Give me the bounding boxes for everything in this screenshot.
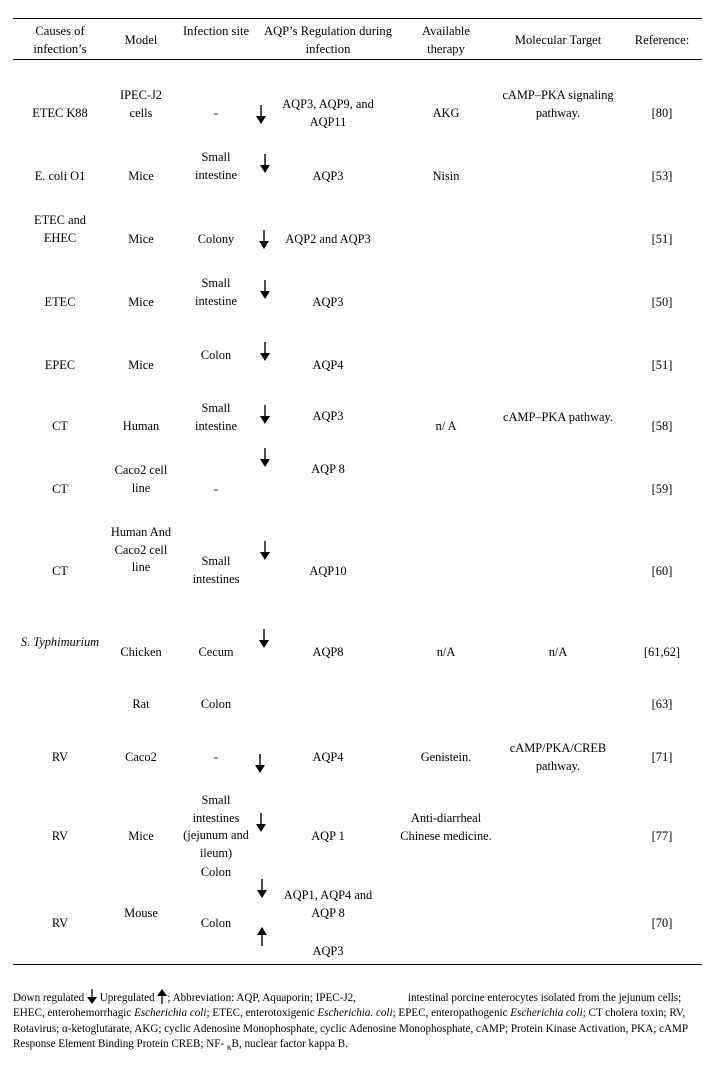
cell-site: Colony bbox=[197, 232, 235, 246]
cell-target: n/A bbox=[548, 645, 568, 659]
cell-regulation: AQP3 bbox=[312, 295, 344, 309]
cell-regulation: AQP8 bbox=[312, 645, 344, 659]
cell-site: - bbox=[213, 106, 219, 120]
cell-reference: [61,62] bbox=[643, 645, 681, 659]
header-model: Model bbox=[124, 33, 158, 47]
cell-model: Mice bbox=[128, 232, 154, 246]
cell-regulation: AQP3, AQP9, and AQP11 bbox=[282, 97, 374, 129]
cell-reference: [60] bbox=[651, 564, 673, 578]
cell-reference: [50] bbox=[651, 295, 673, 309]
cell-reference: [77] bbox=[651, 829, 673, 843]
cell-reference: [58] bbox=[651, 419, 673, 433]
cell-site: Colon bbox=[200, 697, 232, 711]
down-arrow-icon bbox=[259, 540, 271, 560]
footnote-text: ; ETEC, enterotoxigenic bbox=[206, 1007, 315, 1020]
cell-cause: S. Typhimurium bbox=[20, 635, 100, 649]
down-arrow-icon bbox=[87, 989, 97, 1004]
cell-therapy: AKG bbox=[432, 106, 460, 120]
down-arrow-icon bbox=[256, 878, 268, 898]
cell-site: Small intestines bbox=[192, 554, 240, 586]
footnote-italic: Escherichia coli bbox=[134, 1007, 207, 1020]
cell-cause: CT bbox=[52, 564, 68, 578]
cell-model: Caco2 cell line bbox=[114, 463, 168, 495]
cell-model: Caco2 bbox=[125, 750, 157, 764]
cell-cause: RV bbox=[51, 750, 69, 764]
down-arrow-icon bbox=[259, 404, 271, 424]
cell-regulation: AQP 1 bbox=[311, 829, 345, 843]
cell-cause: ETEC K88 bbox=[32, 106, 88, 120]
cell-site: Colon bbox=[200, 348, 232, 362]
cell-reference: [51] bbox=[651, 358, 673, 372]
cell-site: - bbox=[213, 482, 219, 496]
cell-cause: CT bbox=[52, 419, 68, 433]
footnote-kappa: κ bbox=[226, 1043, 232, 1054]
up-arrow-icon bbox=[256, 927, 268, 947]
cell-cause: EPEC bbox=[44, 358, 76, 372]
table-bottom-rule bbox=[13, 964, 702, 965]
cell-site: Cecum bbox=[198, 645, 234, 659]
cell-therapy: n/ A bbox=[435, 419, 457, 433]
down-arrow-icon bbox=[255, 812, 267, 832]
footnote-up-label: Upregulated bbox=[99, 992, 155, 1004]
cell-regulation: AQP3 bbox=[312, 944, 344, 958]
down-arrow-icon bbox=[259, 341, 271, 361]
cell-target: cAMP–PKA pathway. bbox=[502, 410, 614, 424]
cell-reference: [70] bbox=[651, 916, 673, 930]
cell-site: Small intestine bbox=[195, 401, 237, 433]
footnote-text: ; Abbreviation: AQP, Aquaporin; IPEC-J2, bbox=[167, 992, 356, 1004]
cell-reference: [51] bbox=[651, 232, 673, 246]
cell-target: cAMP/PKA/CREB pathway. bbox=[509, 741, 607, 773]
down-arrow-icon bbox=[259, 153, 271, 173]
cell-regulation: AQP2 and AQP3 bbox=[285, 232, 371, 246]
cell-reference: [71] bbox=[651, 750, 673, 764]
down-arrow-icon bbox=[259, 447, 271, 467]
header-bottom-rule bbox=[13, 59, 702, 60]
cell-site: Colon bbox=[200, 865, 232, 879]
cell-regulation: AQP10 bbox=[309, 564, 347, 578]
cell-therapy: Anti-diarrheal Chinese medicine. bbox=[400, 811, 492, 843]
cell-reference: [53] bbox=[651, 169, 673, 183]
cell-regulation: AQP1, AQP4 and AQP 8 bbox=[283, 888, 373, 920]
cell-site: Colon bbox=[200, 916, 232, 930]
down-arrow-icon bbox=[254, 753, 266, 773]
cell-model: Human And Caco2 cell line bbox=[110, 525, 172, 574]
cell-reference: [80] bbox=[651, 106, 673, 120]
footnote-text: intestinal porcine enterocytes isolated from the jejunum cells; EHEC, enterohemorrhagic bbox=[13, 992, 682, 1020]
cell-model: Mice bbox=[128, 295, 154, 309]
cell-therapy: Genistein. bbox=[420, 750, 472, 764]
cell-model: Mice bbox=[128, 829, 154, 843]
down-arrow-icon bbox=[259, 279, 271, 299]
table-footnote bbox=[13, 989, 705, 1056]
up-arrow-icon bbox=[157, 989, 167, 1004]
cell-model: Mouse bbox=[124, 906, 158, 920]
cell-target: cAMP–PKA signaling pathway. bbox=[502, 88, 614, 120]
table-top-rule bbox=[13, 18, 702, 19]
cell-model: Human bbox=[122, 419, 160, 433]
footnote-text: ; CT cholera toxin; RV, Rotavirus; α-ketoglutarate, AKG; cyclic Adenosine Monophosphate, cyclic Adenosine Monophosphate, cAMP; Protein Kinase Activation, PKA; cAMP Response Element Binding Protein CREB; NF- bbox=[13, 1007, 688, 1050]
cell-site: - bbox=[213, 750, 219, 764]
cell-cause: E. coli O1 bbox=[34, 169, 86, 183]
cell-therapy: Nisin bbox=[432, 169, 460, 183]
cell-site: Small intestine bbox=[195, 276, 237, 308]
cell-regulation: AQP 8 bbox=[311, 462, 345, 476]
cell-regulation: AQP4 bbox=[312, 358, 344, 372]
footnote-italic: Escherichia coli bbox=[510, 1007, 583, 1020]
header-reference: Reference: bbox=[634, 33, 690, 47]
cell-site: Small intestines (jejunum and ileum) bbox=[183, 793, 249, 860]
footnote-text: B, nuclear factor kappa B. bbox=[231, 1037, 348, 1050]
cell-reference: [59] bbox=[651, 482, 673, 496]
footnote-text: ; EPEC, enteropathogenic bbox=[392, 1007, 508, 1020]
header-regulation: AQP’s Regulation during infection bbox=[263, 24, 393, 56]
cell-model: Mice bbox=[128, 169, 154, 183]
footnote-italic: Escherichia. coli bbox=[317, 1007, 393, 1020]
cell-therapy: n/A bbox=[436, 645, 456, 659]
cell-model: Mice bbox=[128, 358, 154, 372]
cell-cause: ETEC and EHEC bbox=[34, 213, 86, 245]
header-target: Molecular Target bbox=[514, 33, 602, 47]
header-therapy: Available therapy bbox=[421, 24, 471, 56]
down-arrow-icon bbox=[258, 229, 270, 249]
cell-cause: RV bbox=[51, 916, 69, 930]
cell-model: IPEC-J2 cells bbox=[120, 88, 162, 120]
down-arrow-icon bbox=[258, 628, 270, 648]
cell-regulation: AQP3 bbox=[312, 169, 344, 183]
cell-cause: RV bbox=[51, 829, 69, 843]
cell-regulation: AQP3 bbox=[312, 409, 344, 423]
cell-regulation: AQP4 bbox=[312, 750, 344, 764]
cell-cause: CT bbox=[52, 482, 68, 496]
cell-model: Chicken bbox=[120, 645, 162, 659]
cell-model: Rat bbox=[132, 697, 150, 711]
footnote-down-label: Down regulated bbox=[13, 992, 85, 1004]
cell-reference: [63] bbox=[651, 697, 673, 711]
cell-cause: ETEC bbox=[44, 295, 76, 309]
header-cause: Causes of infection’s bbox=[33, 24, 87, 56]
header-site: Infection site bbox=[182, 24, 250, 38]
cell-site: Small intestine bbox=[195, 150, 237, 182]
down-arrow-icon bbox=[255, 104, 267, 124]
